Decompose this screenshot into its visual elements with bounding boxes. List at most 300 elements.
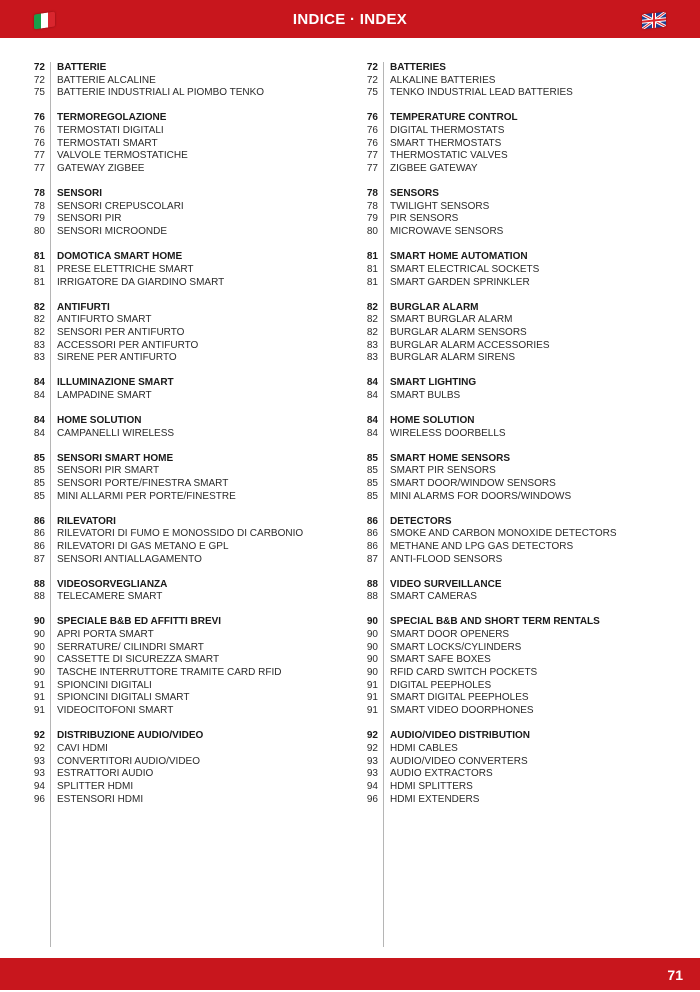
index-entry bbox=[22, 314, 352, 327]
index-entry bbox=[22, 138, 352, 151]
section-heading bbox=[355, 730, 685, 743]
entry-page-number: 83 bbox=[366, 339, 378, 351]
page-title: INDICE · INDEX bbox=[292, 11, 408, 28]
section-title: DISTRIBUZIONE AUDIO/VIDEO bbox=[57, 730, 204, 742]
entry-page-number: 88 bbox=[366, 591, 378, 603]
index-entry bbox=[355, 491, 685, 504]
section-heading bbox=[355, 516, 685, 529]
section-page-number: 76 bbox=[33, 112, 45, 124]
section-page-number: 88 bbox=[33, 578, 45, 590]
index-section bbox=[22, 730, 352, 806]
entry-label: SIRENE PER ANTIFURTO bbox=[57, 352, 177, 364]
index-entry bbox=[355, 756, 685, 769]
section-page-number: 85 bbox=[366, 452, 378, 464]
entry-label: LAMPADINE SMART bbox=[57, 389, 152, 401]
section-title: SENSORI bbox=[57, 188, 103, 200]
index-section bbox=[22, 188, 352, 239]
section-heading bbox=[22, 579, 352, 592]
entry-page-number: 86 bbox=[33, 528, 45, 540]
section-page-number: 85 bbox=[33, 452, 45, 464]
entry-page-number: 91 bbox=[366, 705, 378, 717]
section-title: DOMOTICA SMART HOME bbox=[57, 251, 183, 263]
index-section bbox=[22, 415, 352, 440]
entry-page-number: 82 bbox=[366, 326, 378, 338]
entry-label: CAVI HDMI bbox=[57, 742, 108, 754]
section-heading bbox=[22, 112, 352, 125]
section-heading bbox=[355, 112, 685, 125]
entry-label: SMART BULBS bbox=[390, 389, 461, 401]
section-page-number: 84 bbox=[33, 414, 45, 426]
index-entry bbox=[355, 138, 685, 151]
entry-label: IRRIGATORE DA GIARDINO SMART bbox=[57, 276, 225, 288]
entry-label: ACCESSORI PER ANTIFURTO bbox=[57, 339, 199, 351]
entry-label: DIGITAL PEEPHOLES bbox=[390, 679, 492, 691]
index-section bbox=[355, 415, 685, 440]
index-section bbox=[22, 453, 352, 504]
entry-label: ESTRATTORI AUDIO bbox=[57, 768, 154, 780]
section-heading bbox=[355, 616, 685, 629]
section-title: HOME SOLUTION bbox=[57, 414, 142, 426]
section-page-number: 90 bbox=[33, 616, 45, 628]
entry-page-number: 86 bbox=[366, 528, 378, 540]
entry-label: GATEWAY ZIGBEE bbox=[57, 163, 145, 175]
index-section bbox=[355, 516, 685, 567]
entry-page-number: 75 bbox=[366, 87, 378, 99]
section-heading bbox=[22, 188, 352, 201]
section-heading bbox=[22, 251, 352, 264]
entry-label: AUDIO/VIDEO CONVERTERS bbox=[390, 755, 528, 767]
entry-page-number: 85 bbox=[33, 490, 45, 502]
entry-label: SMART SAFE BOXES bbox=[390, 654, 491, 666]
entry-page-number: 91 bbox=[33, 705, 45, 717]
index-entry bbox=[355, 340, 685, 353]
index-entry bbox=[355, 163, 685, 176]
entry-page-number: 77 bbox=[33, 163, 45, 175]
index-entry bbox=[355, 352, 685, 365]
entry-page-number: 90 bbox=[33, 667, 45, 679]
index-entry bbox=[355, 642, 685, 655]
section-heading bbox=[355, 188, 685, 201]
entry-page-number: 75 bbox=[33, 87, 45, 99]
entry-page-number: 87 bbox=[33, 553, 45, 565]
section-page-number: 81 bbox=[366, 251, 378, 263]
index-section bbox=[355, 579, 685, 604]
index-section bbox=[355, 62, 685, 100]
section-heading bbox=[22, 62, 352, 75]
index-section bbox=[355, 302, 685, 365]
entry-label: SERRATURE/ CILINDRI SMART bbox=[57, 641, 204, 653]
index-entry bbox=[355, 541, 685, 554]
entry-page-number: 82 bbox=[366, 314, 378, 326]
index-entry bbox=[22, 201, 352, 214]
entry-page-number: 96 bbox=[33, 793, 45, 805]
index-entry bbox=[22, 554, 352, 567]
entry-page-number: 90 bbox=[366, 667, 378, 679]
section-page-number: 90 bbox=[366, 616, 378, 628]
entry-page-number: 76 bbox=[33, 125, 45, 137]
section-title: BURGLAR ALARM bbox=[390, 301, 479, 313]
index-entry bbox=[22, 125, 352, 138]
entry-label: RILEVATORI DI FUMO E MONOSSIDO DI CARBONIO bbox=[57, 528, 304, 540]
index-entry bbox=[22, 680, 352, 693]
index-entry bbox=[22, 352, 352, 365]
entry-page-number: 77 bbox=[366, 150, 378, 162]
entry-label: ESTENSORI HDMI bbox=[57, 793, 144, 805]
entry-label: BATTERIE ALCALINE bbox=[57, 74, 156, 86]
index-entry bbox=[22, 277, 352, 290]
entry-label: SENSORI PORTE/FINESTRA SMART bbox=[57, 477, 229, 489]
entry-page-number: 80 bbox=[33, 226, 45, 238]
index-entry bbox=[22, 667, 352, 680]
entry-label: CAMPANELLI WIRELESS bbox=[57, 427, 175, 439]
entry-page-number: 91 bbox=[33, 692, 45, 704]
index-entry bbox=[22, 591, 352, 604]
entry-page-number: 86 bbox=[33, 541, 45, 552]
entry-page-number: 90 bbox=[366, 629, 378, 641]
entry-label: MINI ALARMS FOR DOORS/WINDOWS bbox=[390, 490, 572, 502]
entry-label: TWILIGHT SENSORS bbox=[390, 200, 490, 212]
index-entry bbox=[22, 642, 352, 655]
entry-label: BATTERIE INDUSTRIALI AL PIOMBO TENKO bbox=[57, 87, 265, 99]
entry-label: AUDIO EXTRACTORS bbox=[390, 768, 493, 780]
entry-page-number: 82 bbox=[33, 326, 45, 338]
entry-label: SMART PIR SENSORS bbox=[390, 465, 496, 477]
entry-label: SMART DOOR/WINDOW SENSORS bbox=[390, 477, 556, 489]
entry-page-number: 77 bbox=[33, 150, 45, 162]
index-entry bbox=[355, 554, 685, 567]
index-entry bbox=[355, 794, 685, 807]
section-title: SMART HOME AUTOMATION bbox=[390, 251, 528, 263]
index-column-italian bbox=[22, 62, 352, 819]
entry-label: ZIGBEE GATEWAY bbox=[390, 163, 478, 175]
entry-label: SENSORI PIR SMART bbox=[57, 465, 160, 477]
entry-label: HDMI CABLES bbox=[390, 742, 458, 754]
entry-label: CASSETTE DI SICUREZZA SMART bbox=[57, 654, 220, 666]
index-entry bbox=[22, 705, 352, 718]
section-page-number: 88 bbox=[366, 578, 378, 590]
entry-label: SMART BURGLAR ALARM bbox=[390, 314, 513, 326]
entry-label: SENSORI MICROONDE bbox=[57, 226, 168, 238]
entry-page-number: 84 bbox=[33, 389, 45, 401]
section-page-number: 92 bbox=[366, 730, 378, 742]
entry-label: ALKALINE BATTERIES bbox=[390, 74, 496, 86]
entry-page-number: 79 bbox=[33, 213, 45, 225]
entry-label: HDMI SPLITTERS bbox=[390, 780, 473, 792]
section-title: DETECTORS bbox=[390, 515, 452, 527]
entry-label: SMOKE AND CARBON MONOXIDE DETECTORS bbox=[390, 528, 617, 540]
entry-label: CONVERTITORI AUDIO/VIDEO bbox=[57, 755, 200, 767]
section-title: BATTERIES bbox=[390, 62, 446, 73]
index-entry bbox=[355, 125, 685, 138]
index-entry bbox=[355, 314, 685, 327]
entry-page-number: 81 bbox=[33, 276, 45, 288]
entry-page-number: 90 bbox=[33, 641, 45, 653]
index-section bbox=[22, 302, 352, 365]
index-entry bbox=[355, 87, 685, 100]
entry-page-number: 93 bbox=[366, 755, 378, 767]
entry-label: SMART THERMOSTATS bbox=[390, 137, 502, 149]
section-title: SMART HOME SENSORS bbox=[390, 452, 511, 464]
section-title: TERMOREGOLAZIONE bbox=[57, 112, 167, 124]
entry-label: VALVOLE TERMOSTATICHE bbox=[57, 150, 188, 162]
entry-label: RILEVATORI DI GAS METANO E GPL bbox=[57, 541, 229, 552]
index-entry bbox=[355, 465, 685, 478]
section-heading bbox=[355, 377, 685, 390]
index-entry bbox=[355, 226, 685, 239]
index-entry bbox=[22, 264, 352, 277]
section-heading bbox=[355, 251, 685, 264]
index-entry bbox=[22, 768, 352, 781]
entry-label: TENKO INDUSTRIAL LEAD BATTERIES bbox=[390, 87, 573, 99]
section-title: SMART LIGHTING bbox=[390, 377, 477, 389]
entry-label: SENSORI CREPUSCOLARI bbox=[57, 200, 184, 212]
section-title: SENSORS bbox=[390, 188, 439, 200]
entry-page-number: 90 bbox=[366, 654, 378, 666]
index-entry bbox=[355, 428, 685, 441]
entry-page-number: 91 bbox=[366, 679, 378, 691]
section-title: AUDIO/VIDEO DISTRIBUTION bbox=[390, 730, 531, 742]
entry-page-number: 80 bbox=[366, 226, 378, 238]
entry-page-number: 76 bbox=[366, 125, 378, 137]
entry-label: SMART LOCKS/CYLINDERS bbox=[390, 641, 522, 653]
index-section bbox=[355, 188, 685, 239]
section-page-number: 84 bbox=[366, 377, 378, 389]
entry-page-number: 78 bbox=[366, 200, 378, 212]
entry-label: SPIONCINI DIGITALI bbox=[57, 679, 152, 691]
entry-label: ANTIFURTO SMART bbox=[57, 314, 152, 326]
index-entry bbox=[355, 654, 685, 667]
entry-label: RFID CARD SWITCH POCKETS bbox=[390, 667, 538, 679]
entry-page-number: 85 bbox=[33, 465, 45, 477]
section-title: ANTIFURTI bbox=[57, 301, 110, 313]
section-page-number: 76 bbox=[366, 112, 378, 124]
index-section bbox=[22, 62, 352, 100]
entry-page-number: 78 bbox=[33, 200, 45, 212]
entry-label: SMART ELECTRICAL SOCKETS bbox=[390, 263, 540, 275]
index-section bbox=[355, 730, 685, 806]
entry-label: TERMOSTATI SMART bbox=[57, 137, 158, 149]
section-heading bbox=[355, 415, 685, 428]
entry-page-number: 81 bbox=[366, 276, 378, 288]
entry-page-number: 87 bbox=[366, 553, 378, 565]
index-section bbox=[355, 453, 685, 504]
entry-page-number: 84 bbox=[366, 389, 378, 401]
index-entry bbox=[355, 692, 685, 705]
section-page-number: 92 bbox=[33, 730, 45, 742]
entry-label: METHANE AND LPG GAS DETECTORS bbox=[390, 541, 574, 552]
index-entry bbox=[22, 491, 352, 504]
index-section bbox=[22, 377, 352, 402]
index-entry bbox=[22, 781, 352, 794]
entry-page-number: 94 bbox=[33, 780, 45, 792]
index-section bbox=[355, 251, 685, 289]
section-title: BATTERIE bbox=[57, 62, 107, 73]
entry-label: APRI PORTA SMART bbox=[57, 629, 154, 641]
index-entry bbox=[22, 226, 352, 239]
entry-label: SMART VIDEO DOORPHONES bbox=[390, 705, 534, 717]
section-title: RILEVATORI bbox=[57, 515, 116, 527]
index-section bbox=[355, 377, 685, 402]
entry-label: SENSORI PER ANTIFURTO bbox=[57, 326, 185, 338]
index-entry bbox=[22, 428, 352, 441]
entry-label: VIDEOCITOFONI SMART bbox=[57, 705, 174, 717]
uk-flag-icon bbox=[642, 12, 666, 30]
index-entry bbox=[22, 541, 352, 554]
entry-label: WIRELESS DOORBELLS bbox=[390, 427, 506, 439]
index-entry bbox=[22, 390, 352, 403]
entry-page-number: 88 bbox=[33, 591, 45, 603]
section-heading bbox=[355, 579, 685, 592]
entry-page-number: 85 bbox=[366, 465, 378, 477]
entry-page-number: 76 bbox=[33, 137, 45, 149]
entry-page-number: 72 bbox=[33, 74, 45, 86]
section-page-number: 84 bbox=[33, 377, 45, 389]
section-heading bbox=[22, 616, 352, 629]
entry-label: TASCHE INTERRUTTORE TRAMITE CARD RFID bbox=[57, 667, 282, 679]
index-section bbox=[22, 616, 352, 718]
entry-label: PIR SENSORS bbox=[390, 213, 459, 225]
entry-page-number: 96 bbox=[366, 793, 378, 805]
entry-label: TELECAMERE SMART bbox=[57, 591, 163, 603]
index-entry bbox=[22, 743, 352, 756]
index-section bbox=[355, 616, 685, 718]
entry-label: PRESE ELETTRICHE SMART bbox=[57, 263, 194, 275]
entry-page-number: 91 bbox=[366, 692, 378, 704]
index-entry bbox=[22, 654, 352, 667]
entry-label: SENSORI ANTIALLAGAMENTO bbox=[57, 553, 202, 565]
index-entry bbox=[355, 390, 685, 403]
entry-page-number: 72 bbox=[366, 74, 378, 86]
section-page-number: 78 bbox=[366, 188, 378, 200]
index-entry bbox=[22, 150, 352, 163]
entry-page-number: 90 bbox=[33, 654, 45, 666]
index-entry bbox=[22, 528, 352, 541]
index-entry bbox=[355, 743, 685, 756]
section-heading bbox=[22, 453, 352, 466]
entry-page-number: 92 bbox=[33, 742, 45, 754]
section-heading bbox=[355, 62, 685, 75]
section-page-number: 86 bbox=[366, 515, 378, 527]
entry-label: HDMI EXTENDERS bbox=[390, 793, 480, 805]
index-entry bbox=[355, 629, 685, 642]
index-entry bbox=[355, 680, 685, 693]
index-section bbox=[22, 579, 352, 604]
entry-page-number: 93 bbox=[33, 755, 45, 767]
index-entry bbox=[355, 768, 685, 781]
index-entry bbox=[355, 327, 685, 340]
index-section bbox=[22, 251, 352, 289]
section-page-number: 72 bbox=[366, 62, 378, 73]
entry-label: BURGLAR ALARM SENSORS bbox=[390, 326, 527, 338]
entry-page-number: 81 bbox=[33, 263, 45, 275]
entry-page-number: 76 bbox=[366, 137, 378, 149]
index-entry bbox=[22, 163, 352, 176]
index-entry bbox=[22, 629, 352, 642]
entry-page-number: 94 bbox=[366, 780, 378, 792]
entry-page-number: 84 bbox=[366, 427, 378, 439]
section-page-number: 81 bbox=[33, 251, 45, 263]
entry-label: SENSORI PIR bbox=[57, 213, 122, 225]
section-heading bbox=[22, 377, 352, 390]
entry-label: BURGLAR ALARM ACCESSORIES bbox=[390, 339, 550, 351]
entry-page-number: 81 bbox=[366, 263, 378, 275]
index-entry bbox=[355, 264, 685, 277]
index-entry bbox=[22, 75, 352, 88]
section-page-number: 78 bbox=[33, 188, 45, 200]
index-section bbox=[22, 112, 352, 175]
section-heading bbox=[22, 415, 352, 428]
entry-page-number: 85 bbox=[366, 490, 378, 502]
entry-page-number: 92 bbox=[366, 742, 378, 754]
section-title: HOME SOLUTION bbox=[390, 414, 475, 426]
entry-label: BURGLAR ALARM SIRENS bbox=[390, 352, 516, 364]
index-entry bbox=[355, 705, 685, 718]
index-entry bbox=[22, 478, 352, 491]
section-heading bbox=[22, 730, 352, 743]
footer-bar bbox=[0, 958, 700, 990]
section-page-number: 84 bbox=[366, 414, 378, 426]
page-number: 71 bbox=[667, 967, 683, 983]
entry-page-number: 85 bbox=[33, 477, 45, 489]
entry-page-number: 85 bbox=[366, 477, 378, 489]
entry-label: SPIONCINI DIGITALI SMART bbox=[57, 692, 190, 704]
entry-label: SPLITTER HDMI bbox=[57, 780, 134, 792]
entry-label: SMART GARDEN SPRINKLER bbox=[390, 276, 530, 288]
section-title: ILLUMINAZIONE SMART bbox=[57, 377, 174, 389]
index-entry bbox=[22, 465, 352, 478]
entry-label: SMART CAMERAS bbox=[390, 591, 477, 603]
section-heading bbox=[355, 453, 685, 466]
entry-page-number: 77 bbox=[366, 163, 378, 175]
entry-page-number: 84 bbox=[33, 427, 45, 439]
section-page-number: 82 bbox=[366, 301, 378, 313]
index-entry bbox=[22, 87, 352, 100]
index-entry bbox=[355, 478, 685, 491]
index-entry bbox=[355, 277, 685, 290]
entry-page-number: 93 bbox=[366, 768, 378, 780]
index-entry bbox=[355, 75, 685, 88]
entry-page-number: 86 bbox=[366, 541, 378, 552]
index-entry bbox=[355, 528, 685, 541]
entry-page-number: 83 bbox=[366, 352, 378, 364]
entry-page-number: 90 bbox=[366, 641, 378, 653]
section-title: TEMPERATURE CONTROL bbox=[390, 112, 518, 124]
entry-label: TERMOSTATI DIGITALI bbox=[57, 125, 164, 137]
section-title: VIDEO SURVEILLANCE bbox=[390, 578, 502, 590]
entry-label: MINI ALLARMI PER PORTE/FINESTRE bbox=[57, 490, 236, 502]
entry-label: DIGITAL THERMOSTATS bbox=[390, 125, 505, 137]
section-title: SPECIAL B&B AND SHORT TERM RENTALS bbox=[390, 616, 600, 628]
section-title: SPECIALE B&B ED AFFITTI BREVI bbox=[57, 616, 222, 628]
section-heading bbox=[22, 302, 352, 315]
entry-page-number: 82 bbox=[33, 314, 45, 326]
index-entry bbox=[355, 201, 685, 214]
index-entry bbox=[355, 213, 685, 226]
index-entry bbox=[22, 327, 352, 340]
entry-label: ANTI-FLOOD SENSORS bbox=[390, 553, 503, 565]
section-page-number: 86 bbox=[33, 515, 45, 527]
index-entry bbox=[355, 667, 685, 680]
entry-page-number: 79 bbox=[366, 213, 378, 225]
section-page-number: 72 bbox=[33, 62, 45, 73]
section-title: VIDEOSORVEGLIANZA bbox=[57, 578, 168, 590]
index-entry bbox=[355, 781, 685, 794]
entry-page-number: 91 bbox=[33, 679, 45, 691]
index-entry bbox=[22, 692, 352, 705]
index-section bbox=[22, 516, 352, 567]
index-entry bbox=[22, 794, 352, 807]
entry-label: SMART DOOR OPENERS bbox=[390, 629, 510, 641]
